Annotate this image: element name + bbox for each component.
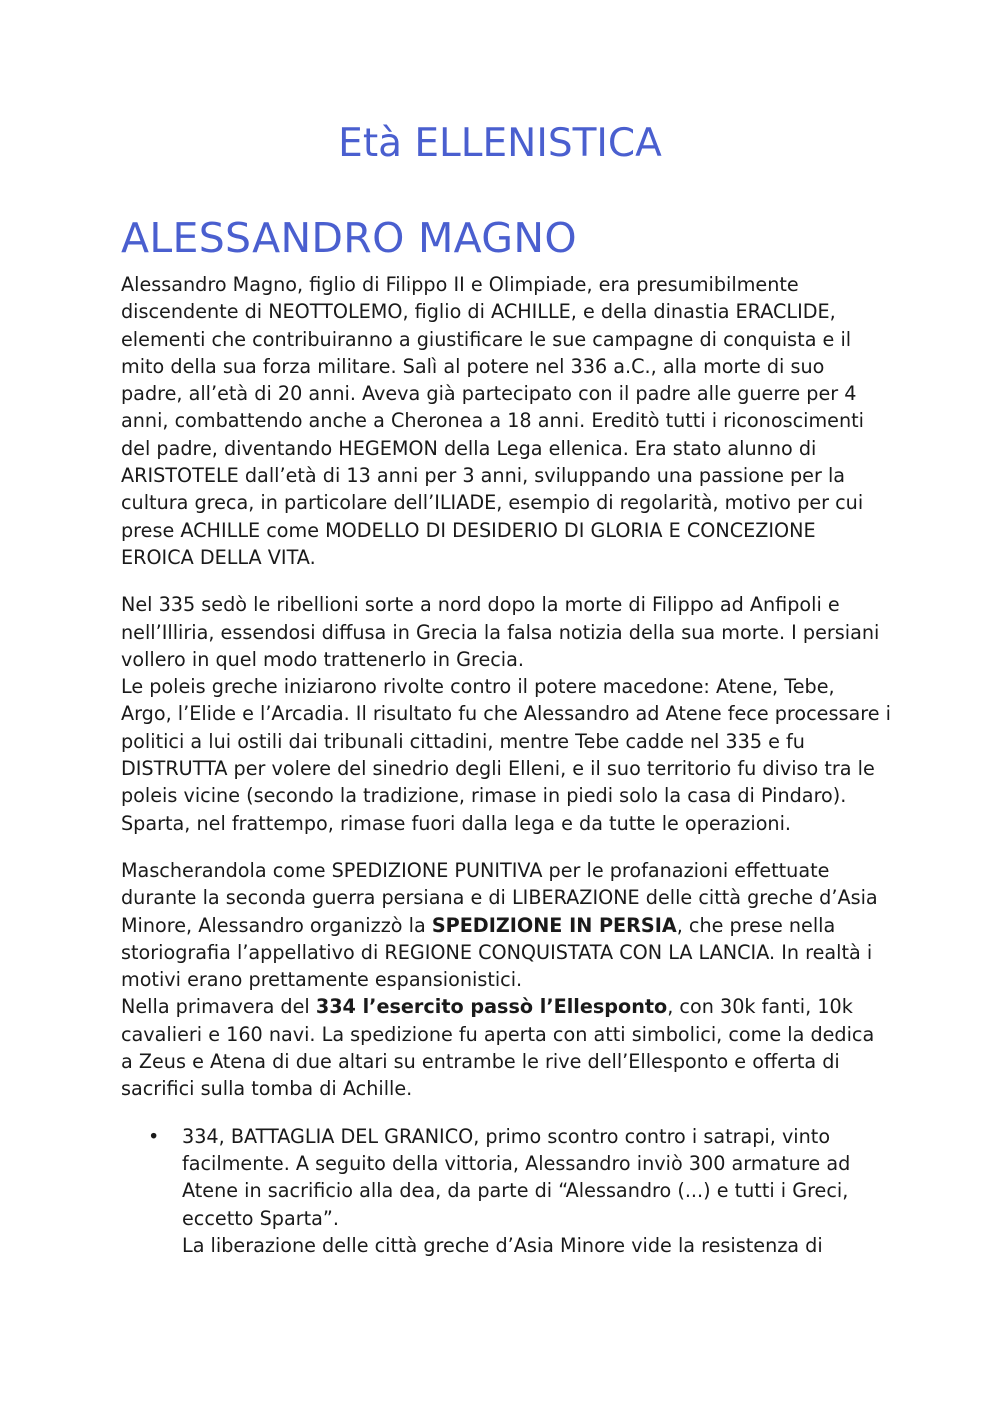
list-item-text: 334, BATTAGLIA DEL GRANICO, primo scontro contro i satrapi, vinto facilmente. A seguito della vittoria, Alessandro inviò 300 armature ad Atene in sacrificio alla dea, da parte di “Alessandro (...) e tutti i Greci, eccetto Sparta”. [182, 1124, 851, 1230]
text-span: Nella primavera del [121, 995, 316, 1019]
text-span: , che prese nella storiografia l’appellativo di REGIONE CONQUISTATA CON LA LANCIA. In realtà i motivi erano prettamente espansionistici. [121, 913, 873, 992]
list-item-continuation: La liberazione delle città greche d’Asia Minore vide la resistenza di [182, 1233, 823, 1257]
document-title: Età ELLENISTICA [338, 121, 662, 166]
body-text [121, 271, 891, 1259]
text-span: Mascherandola come SPEDIZIONE PUNITIVA per le profanazioni effettuate durante la seconda guerra persiana e di LIBERAZIONE delle città greche d’Asia Minore, Alessandro organizzò la [121, 858, 878, 937]
paragraph-rebellions: Nel 335 sedò le ribellioni sorte a nord dopo la morte di Filippo ad Anfipoli e nell’Illiria, essendosi diffusa in Grecia la falsa notizia della sua morte. I persiani vollero in quel modo trattenerlo in Grecia. [121, 593, 880, 671]
section-heading: ALESSANDRO MAGNO [121, 214, 577, 262]
bold-text: 334 l’esercito passò l’Ellesponto [315, 995, 668, 1019]
paragraph-persian-expedition [121, 857, 891, 993]
paragraph-poleis: Le poleis greche iniziarono rivolte contro il potere macedone: Atene, Tebe, Argo, l’Elide e l’Arcadia. Il risultato fu che Alessandro ad Atene fece processare i politici a lui ostili dai tribunali cittadini, mentre Tebe cadde nel 335 e fu DISTRUTTA per volere del sinedrio degli Elleni, e il suo territorio fu diviso tra le poleis vicine (secondo la tradizione, rimase in piedi solo la casa di Pindaro). Sparta, nel frattempo, rimase fuori dalla lega e da tutte le operazioni. [121, 675, 891, 835]
bullet-list [121, 1123, 891, 1259]
bold-text: SPEDIZIONE IN PERSIA [431, 913, 677, 937]
list-item [121, 1123, 891, 1259]
paragraph-hellespont [121, 993, 891, 1102]
paragraph-biography: Alessandro Magno, figlio di Filippo II e Olimpiade, era presumibilmente discendente di NEOTTOLEMO, figlio di ACHILLE, e della dinastia ERACLIDE, elementi che contribuiranno a giustificare le sue campagne di conquista e il mito della sua forza militare. Salì al potere nel 336 a.C., alla morte di suo padre, all’età di 20 anni. Aveva già partecipato con il padre alle guerre per 4 anni, combattendo anche a Cheronea a 18 anni. Ereditò tutti i riconoscimenti del padre, diventando HEGEMON della Lega ellenica. Era stato alunno di ARISTOTELE dall’età di 13 anni per 3 anni, sviluppando una passione per la cultura greca, in particolare dell’ILIADE, esempio di regolarità, motivo per cui prese ACHILLE come MODELLO DI DESIDERIO DI GLORIA E CONCEZIONE EROICA DELLA VITA. [121, 273, 864, 569]
text-span: , con 30k fanti, 10k cavalieri e 160 navi. La spedizione fu aperta con atti simbolici, come la dedica a Zeus e Atena di due altari su entrambe le rive dell’Ellesponto e offerta di sacrifici sulla tomba di Achille. [121, 995, 875, 1101]
